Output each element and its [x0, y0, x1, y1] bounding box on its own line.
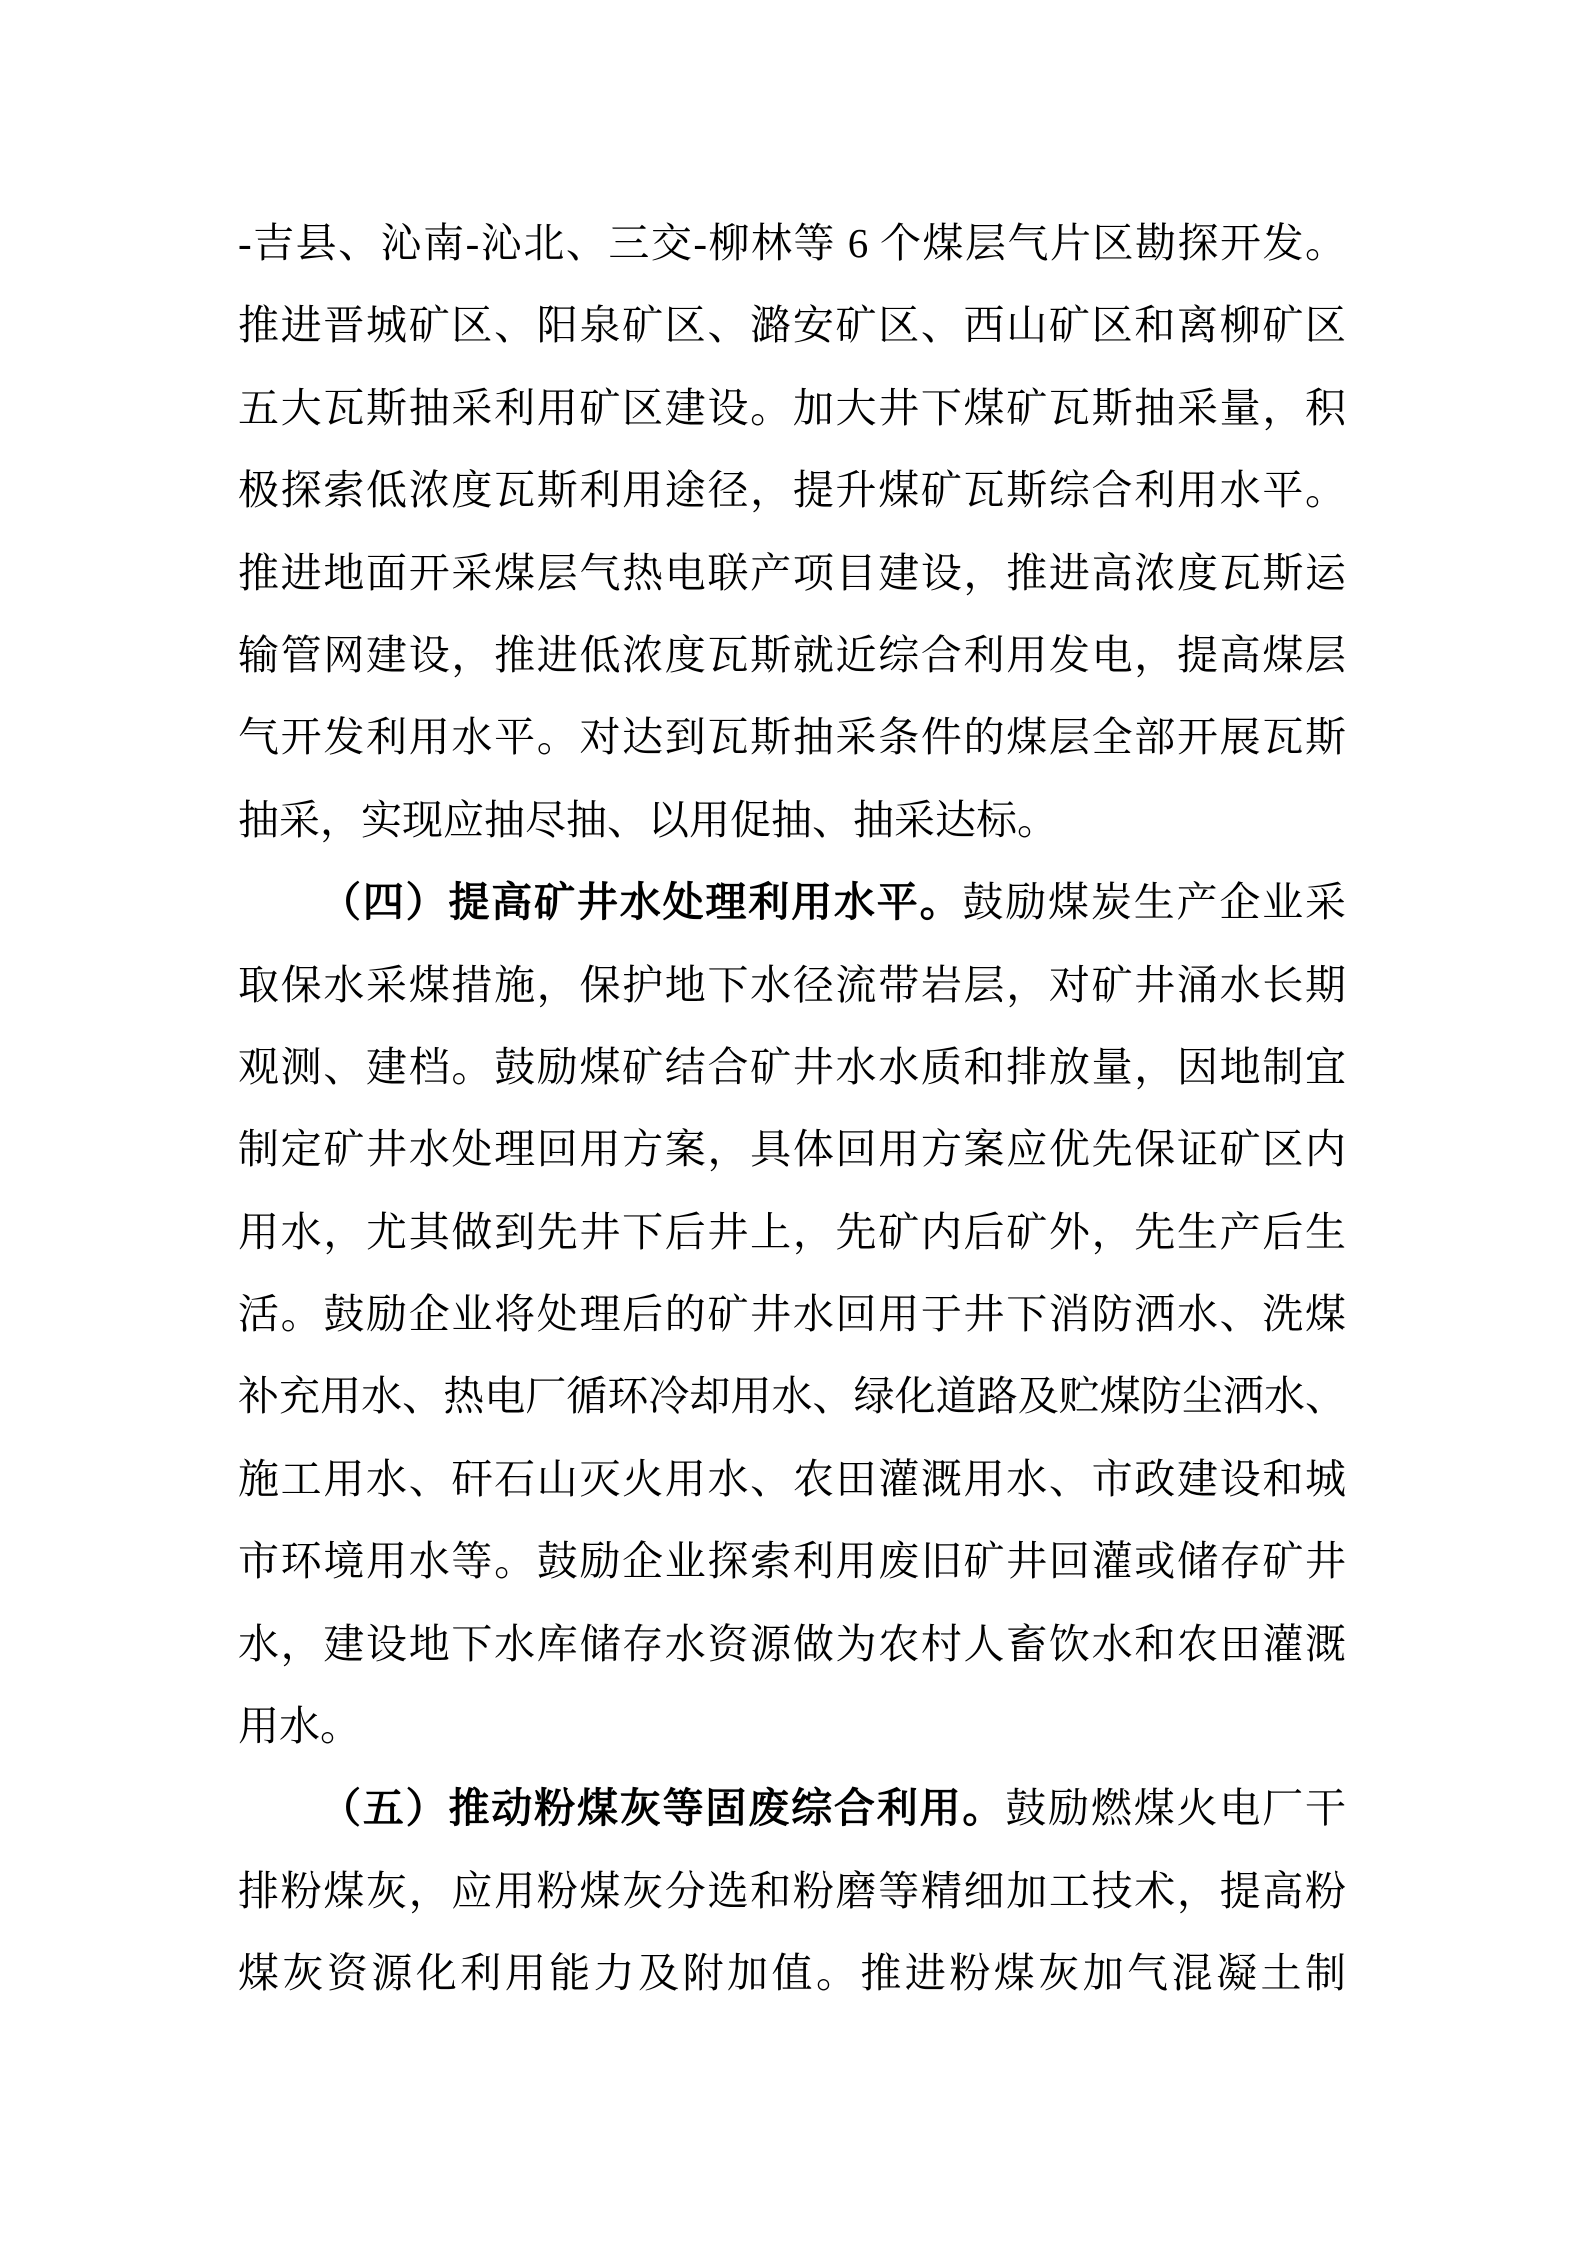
body-text: 排粉煤灰，应用粉煤灰分选和粉磨等精细加工技术，提高粉 — [238, 1867, 1346, 1914]
body-text: 用水，尤其做到先井下后井上，先矿内后矿外，先生产后生 — [238, 1208, 1346, 1255]
section-heading: （五）推动粉煤灰等固废综合利用。 — [320, 1785, 1006, 1832]
body-text: 推进地面开采煤层气热电联产项目建设，推进高浓度瓦斯运 — [238, 549, 1346, 596]
body-text: 输管网建设，推进低浓度瓦斯就近综合利用发电，提高煤层 — [238, 631, 1346, 678]
text-line — [238, 1685, 1346, 1767]
body-text: 鼓励燃煤火电厂干 — [1005, 1785, 1347, 1832]
text-line — [238, 1932, 1346, 2014]
text-line — [238, 1191, 1346, 1273]
text-line — [238, 1108, 1346, 1190]
text-line — [238, 1026, 1346, 1108]
text-line — [238, 779, 1346, 861]
text-line — [238, 1520, 1346, 1602]
text-line — [238, 1273, 1346, 1355]
body-text: 水，建设地下水库储存水资源做为农村人畜饮水和农田灌溉 — [238, 1620, 1346, 1667]
body-text: 用水。 — [238, 1703, 361, 1750]
body-text: 极探索低浓度瓦斯利用途径，提升煤矿瓦斯综合利用水平。 — [238, 467, 1346, 514]
body-text: -吉县、沁南-沁北、三交-柳林等 6 个煤层气片区勘探开发。 — [238, 220, 1346, 266]
body-text: 抽采，实现应抽尽抽、以用促抽、抽采达标。 — [238, 796, 1058, 843]
text-line — [238, 861, 1346, 943]
section-heading: （四）提高矿井水处理利用水平。 — [320, 879, 963, 926]
text-line — [238, 696, 1346, 778]
body-text: 气开发利用水平。对达到瓦斯抽采条件的煤层全部开展瓦斯 — [238, 714, 1346, 761]
body-text: 制定矿井水处理回用方案，具体回用方案应优先保证矿区内 — [238, 1126, 1346, 1173]
body-text: 取保水采煤措施，保护地下水径流带岩层，对矿井涌水长期 — [238, 961, 1346, 1008]
text-line — [238, 1767, 1346, 1849]
text-line — [238, 1603, 1346, 1685]
body-text: 施工用水、矸石山灭火用水、农田灌溉用水、市政建设和城 — [238, 1455, 1346, 1502]
body-text: 推进晋城矿区、阳泉矿区、潞安矿区、西山矿区和离柳矿区 — [238, 302, 1346, 349]
text-line — [238, 202, 1346, 284]
text-line — [238, 1850, 1346, 1932]
body-text: 观测、建档。鼓励煤矿结合矿井水水质和排放量，因地制宜 — [238, 1043, 1346, 1090]
body-text: 煤灰资源化利用能力及附加值。推进粉煤灰加气混凝土制 — [238, 1950, 1346, 1997]
text-line — [238, 449, 1346, 531]
text-line — [238, 284, 1346, 366]
body-text: 鼓励煤炭生产企业采 — [962, 879, 1346, 926]
body-text: 活。鼓励企业将处理后的矿井水回用于井下消防洒水、洗煤 — [238, 1291, 1346, 1338]
body-text: 补充用水、热电厂循环冷却用水、绿化道路及贮煤防尘洒水、 — [238, 1373, 1346, 1420]
body-text: 五大瓦斯抽采利用矿区建设。加大井下煤矿瓦斯抽采量，积 — [238, 384, 1346, 431]
text-line — [238, 944, 1346, 1026]
text-line — [238, 614, 1346, 696]
document-body — [238, 202, 1346, 2015]
text-line — [238, 1438, 1346, 1520]
body-text: 市环境用水等。鼓励企业探索利用废旧矿井回灌或储存矿井 — [238, 1538, 1346, 1585]
text-line — [238, 367, 1346, 449]
text-line — [238, 1355, 1346, 1437]
text-line — [238, 532, 1346, 614]
